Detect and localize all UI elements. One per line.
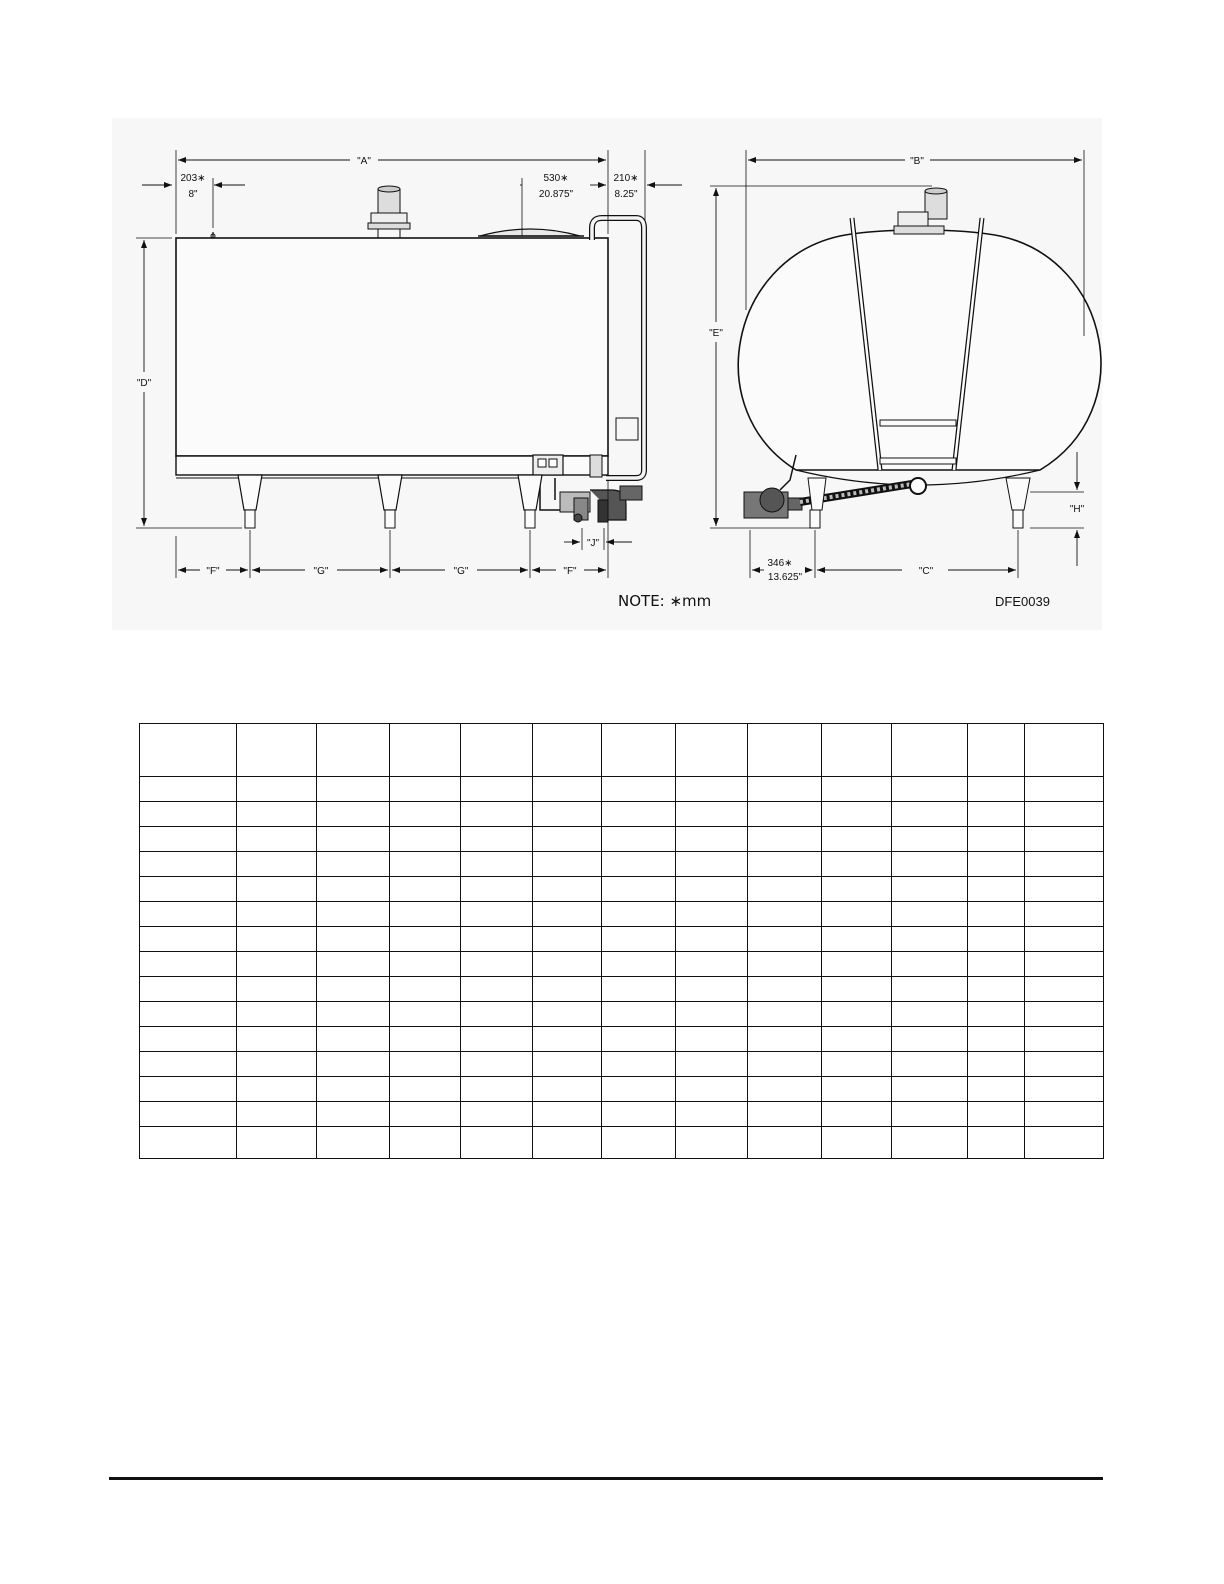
table-cell [676, 1077, 748, 1102]
table-cell [1025, 1052, 1104, 1077]
table-cell [676, 902, 748, 927]
table-cell [533, 952, 602, 977]
table-cell [390, 1077, 461, 1102]
table-cell [317, 1052, 390, 1077]
table-cell [748, 952, 822, 977]
table-cell [968, 1002, 1025, 1027]
table-cell [533, 802, 602, 827]
table-cell [822, 952, 892, 977]
table-cell [140, 952, 237, 977]
table-cell [602, 1102, 676, 1127]
table-cell [822, 1027, 892, 1052]
table-cell [237, 927, 317, 952]
table-cell [602, 1127, 676, 1159]
table-cell [317, 1002, 390, 1027]
table-cell [390, 952, 461, 977]
table-cell [317, 777, 390, 802]
table-cell [461, 1027, 533, 1052]
table-cell [1025, 802, 1104, 827]
table-cell [748, 1102, 822, 1127]
outlet-offset-mm: 346∗ [767, 558, 793, 569]
table-cell [533, 1027, 602, 1052]
table-cell [748, 1052, 822, 1077]
table-cell [968, 977, 1025, 1002]
table-cell [1025, 902, 1104, 927]
table-row [140, 902, 1104, 927]
table-cell [602, 1077, 676, 1102]
table-cell [317, 1102, 390, 1127]
table-cell [602, 927, 676, 952]
table-cell [390, 1102, 461, 1127]
table-cell [237, 902, 317, 927]
table-cell [822, 802, 892, 827]
table-cell [822, 1002, 892, 1027]
table-row [140, 827, 1104, 852]
table-cell [602, 902, 676, 927]
table-cell [140, 927, 237, 952]
table-cell [237, 952, 317, 977]
table-cell [390, 877, 461, 902]
table-cell [676, 1052, 748, 1077]
table-row [140, 1052, 1104, 1077]
table-cell [676, 777, 748, 802]
table-cell [602, 1027, 676, 1052]
table-row [140, 877, 1104, 902]
table-cell [140, 777, 237, 802]
table-cell [1025, 1002, 1104, 1027]
table-cell [676, 1127, 748, 1159]
drawing-id: DFE0039 [995, 594, 1050, 609]
table-cell [1025, 952, 1104, 977]
table-cell [140, 1052, 237, 1077]
table-cell [390, 927, 461, 952]
table-row [140, 802, 1104, 827]
table-cell [748, 1027, 822, 1052]
table-cell [237, 852, 317, 877]
table-cell [1025, 1127, 1104, 1159]
table-cell [237, 724, 317, 777]
table-cell [390, 1052, 461, 1077]
table-cell [390, 977, 461, 1002]
table-cell [237, 1002, 317, 1027]
table-cell [461, 724, 533, 777]
table-cell [237, 1127, 317, 1159]
table-cell [533, 1127, 602, 1159]
table-cell [317, 902, 390, 927]
table-cell [748, 927, 822, 952]
table-cell [892, 877, 968, 902]
table-cell [461, 952, 533, 977]
table-cell [140, 1002, 237, 1027]
table-cell [533, 827, 602, 852]
table-cell [390, 1002, 461, 1027]
table-cell [822, 1052, 892, 1077]
dim-d-label: "D" [136, 378, 152, 389]
table-cell [533, 852, 602, 877]
table-cell [533, 777, 602, 802]
table-cell [602, 724, 676, 777]
table-cell [237, 1052, 317, 1077]
table-cell [317, 827, 390, 852]
table-cell [533, 902, 602, 927]
table-cell [822, 977, 892, 1002]
dim-b-label: "B" [910, 156, 924, 167]
table-cell [676, 977, 748, 1002]
table-cell [390, 902, 461, 927]
tank-ellipse [738, 230, 1101, 470]
table-cell [822, 1127, 892, 1159]
table-cell [822, 724, 892, 777]
table-cell [140, 902, 237, 927]
table-cell [461, 902, 533, 927]
table-cell [461, 802, 533, 827]
table-cell [968, 827, 1025, 852]
dim-c-label: "C" [918, 566, 934, 577]
table-cell [390, 827, 461, 852]
table-cell [317, 852, 390, 877]
table-cell [1025, 977, 1104, 1002]
dim-a-label: "A" [357, 156, 371, 167]
table-cell [892, 827, 968, 852]
table-cell [968, 1102, 1025, 1127]
table-cell [461, 1002, 533, 1027]
table-cell [676, 724, 748, 777]
table-cell [892, 1127, 968, 1159]
dim-h-label: "H" [1069, 504, 1085, 515]
table-cell [1025, 1027, 1104, 1052]
table-cell [822, 1102, 892, 1127]
table-cell [317, 952, 390, 977]
table-cell [237, 1027, 317, 1052]
figure-note: NOTE: ∗mm [618, 592, 712, 610]
table-cell [676, 927, 748, 952]
table-cell [461, 977, 533, 1002]
table-cell [140, 724, 237, 777]
table-cell [892, 1102, 968, 1127]
table-cell [533, 1077, 602, 1102]
dim-g-left-label: "G" [313, 566, 329, 577]
table-cell [533, 724, 602, 777]
table-cell [968, 1127, 1025, 1159]
table-row [140, 852, 1104, 877]
footer-rule [109, 1477, 1103, 1480]
table-cell [461, 777, 533, 802]
table-cell [390, 852, 461, 877]
table-cell [237, 1077, 317, 1102]
table-cell [317, 724, 390, 777]
table-cell [317, 927, 390, 952]
table-row [140, 1002, 1104, 1027]
table-cell [892, 802, 968, 827]
table-cell [892, 902, 968, 927]
table-cell [461, 852, 533, 877]
table-header-row [140, 724, 1104, 777]
table-cell [602, 1002, 676, 1027]
table-cell [968, 777, 1025, 802]
table-cell [140, 852, 237, 877]
dim-f-left-label: "F" [206, 566, 220, 577]
table-cell [892, 1052, 968, 1077]
table-cell [461, 1102, 533, 1127]
table-cell [1025, 724, 1104, 777]
table-cell [533, 1002, 602, 1027]
offset-left-mm: 203∗ [180, 173, 206, 184]
table-cell [533, 927, 602, 952]
table-cell [1025, 1102, 1104, 1127]
table-cell [140, 1077, 237, 1102]
table-row [140, 1077, 1104, 1102]
table-cell [968, 802, 1025, 827]
table-row [140, 927, 1104, 952]
table-cell [237, 1102, 317, 1127]
table-cell [533, 877, 602, 902]
table-cell [602, 827, 676, 852]
table-cell [892, 724, 968, 777]
table-cell [822, 827, 892, 852]
table-row [140, 977, 1104, 1002]
table-cell [140, 827, 237, 852]
table-row [140, 1027, 1104, 1052]
table-cell [748, 827, 822, 852]
table-cell [140, 1127, 237, 1159]
table-cell [237, 977, 317, 1002]
table-cell [1025, 777, 1104, 802]
table-cell [822, 1077, 892, 1102]
table-cell [968, 1027, 1025, 1052]
table-row [140, 952, 1104, 977]
dim-g-right-label: "G" [453, 566, 469, 577]
table-cell [892, 1077, 968, 1102]
table-cell [602, 802, 676, 827]
table-cell [461, 1052, 533, 1077]
table-cell [968, 902, 1025, 927]
table-cell [1025, 827, 1104, 852]
table-cell [968, 952, 1025, 977]
dim-e-label: "E" [709, 328, 723, 339]
table-cell [892, 927, 968, 952]
table-cell [748, 852, 822, 877]
table-cell [533, 977, 602, 1002]
table-cell [390, 724, 461, 777]
table-cell [317, 1027, 390, 1052]
table-cell [602, 952, 676, 977]
table-cell [892, 977, 968, 1002]
table-cell [968, 877, 1025, 902]
table-cell [390, 777, 461, 802]
table-cell [602, 852, 676, 877]
table-cell [237, 877, 317, 902]
offset-right-mm: 210∗ [613, 173, 639, 184]
table-cell [237, 777, 317, 802]
table-cell [822, 927, 892, 952]
table-cell [968, 852, 1025, 877]
table-cell [1025, 1077, 1104, 1102]
tank-dimension-drawing [0, 0, 1224, 700]
table-cell [748, 977, 822, 1002]
table-cell [602, 877, 676, 902]
table-cell [748, 902, 822, 927]
table-cell [461, 1127, 533, 1159]
table-cell [602, 1052, 676, 1077]
table-cell [237, 802, 317, 827]
dim-f-right-label: "F" [563, 566, 577, 577]
table-cell [533, 1052, 602, 1077]
table-row [140, 777, 1104, 802]
table-cell [676, 1002, 748, 1027]
table-cell [1025, 877, 1104, 902]
table-cell [140, 1027, 237, 1052]
offset-left-in: 8" [188, 189, 198, 200]
table-cell [140, 802, 237, 827]
table-cell [461, 827, 533, 852]
table-cell [676, 1102, 748, 1127]
table-cell [533, 1102, 602, 1127]
table-cell [140, 977, 237, 1002]
tank-body [176, 238, 608, 456]
table-cell [602, 977, 676, 1002]
table-cell [317, 877, 390, 902]
table-cell [237, 827, 317, 852]
table-cell [140, 1102, 237, 1127]
table-cell [892, 777, 968, 802]
table-cell [968, 1052, 1025, 1077]
table-cell [1025, 852, 1104, 877]
table-cell [317, 1127, 390, 1159]
table-cell [892, 952, 968, 977]
table-cell [748, 1002, 822, 1027]
table-cell [822, 877, 892, 902]
outlet-offset-in: 13.625" [767, 572, 803, 583]
table-cell [748, 1077, 822, 1102]
dim-j-label: "J" [586, 538, 600, 549]
table-cell [676, 1027, 748, 1052]
table-row [140, 1102, 1104, 1127]
table-cell [748, 724, 822, 777]
table-cell [968, 927, 1025, 952]
hatch-offset-in: 20.875" [538, 189, 574, 200]
table-cell [748, 802, 822, 827]
table-row [140, 1127, 1104, 1159]
table-cell [892, 1002, 968, 1027]
table-cell [461, 927, 533, 952]
table-cell [317, 1077, 390, 1102]
table-cell [676, 952, 748, 977]
table-cell [676, 827, 748, 852]
table-cell [317, 802, 390, 827]
table-cell [461, 1077, 533, 1102]
table-cell [676, 877, 748, 902]
table-cell [748, 1127, 822, 1159]
table-cell [676, 852, 748, 877]
table-cell [676, 802, 748, 827]
offset-right-in: 8.25" [614, 189, 638, 200]
table-cell [390, 1027, 461, 1052]
table-cell [892, 852, 968, 877]
table-cell [390, 1127, 461, 1159]
table-cell [748, 877, 822, 902]
table-cell [892, 1027, 968, 1052]
hatch-offset-mm: 530∗ [543, 173, 569, 184]
table-cell [968, 1077, 1025, 1102]
table-cell [748, 777, 822, 802]
table-cell [822, 852, 892, 877]
dimension-table [139, 723, 1104, 1159]
table-cell [461, 877, 533, 902]
table-cell [1025, 927, 1104, 952]
table-cell [822, 902, 892, 927]
table-cell [317, 977, 390, 1002]
table-cell [968, 724, 1025, 777]
table-cell [390, 802, 461, 827]
table-cell [602, 777, 676, 802]
table-cell [822, 777, 892, 802]
table-cell [140, 877, 237, 902]
